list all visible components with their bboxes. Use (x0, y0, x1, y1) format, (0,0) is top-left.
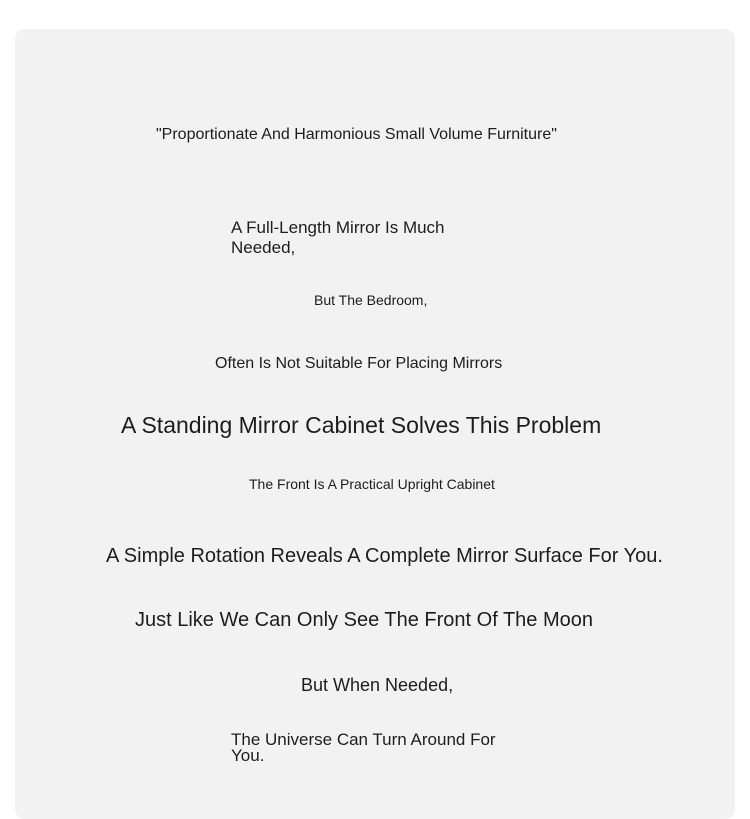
text-line: But When Needed, (301, 675, 481, 695)
text-line: The Universe Can Turn Around For You. (231, 732, 501, 764)
text-line: Just Like We Can Only See The Front Of The Moon (135, 609, 615, 631)
text-line: Often Is Not Suitable For Placing Mirrors (215, 355, 535, 373)
text-line: But The Bedroom, (314, 293, 444, 309)
text-line: The Front Is A Practical Upright Cabinet (249, 476, 499, 493)
headline-quote: "Proportionate And Harmonious Small Volume Furniture" (156, 126, 596, 144)
text-line: A Standing Mirror Cabinet Solves This Problem (121, 413, 641, 439)
text-line: A Simple Rotation Reveals A Complete Mirror Surface For You. (106, 545, 706, 567)
text-line: A Full-Length Mirror Is Much Needed, (231, 218, 501, 257)
